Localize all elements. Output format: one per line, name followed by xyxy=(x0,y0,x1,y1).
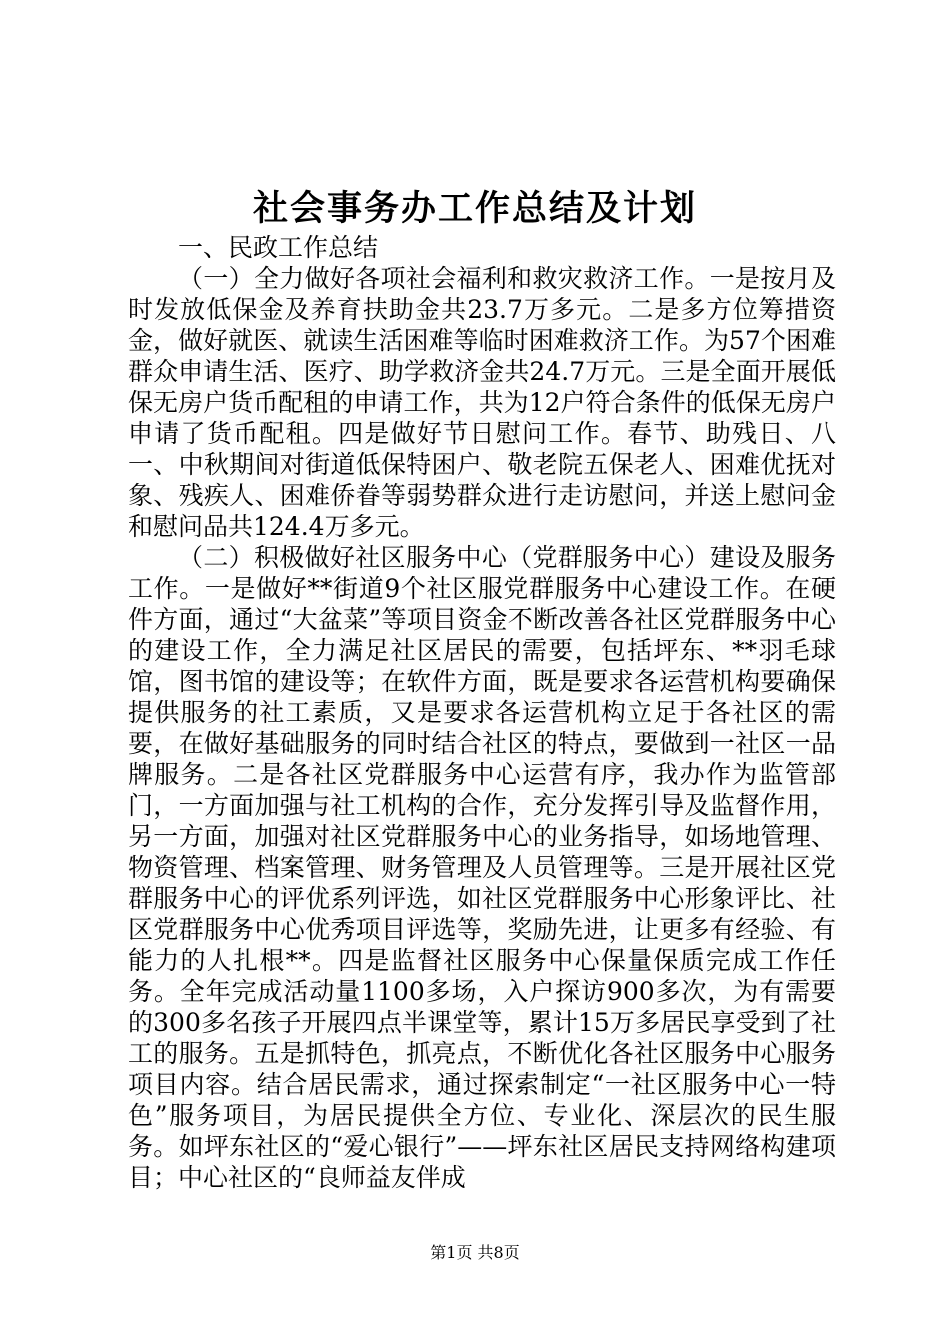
paragraph-welfare: （一）全力做好各项社会福利和救灾救济工作。一是按月及时发放低保金及养育扶助金共23.7万多元。二是多方位筹措资金，做好就医、就读生活困难等临时困难救济工作。为57个困难群众申请生活、医疗、助学救济金共24.7万元。三是全面开展低保无房户货币配租的申请工作，共为12户符合条件的低保无房户申请了货币配租。四是做好节日慰问工作。春节、助残日、八一、中秋期间对街道低保特困户、敬老院五保老人、困难优抚对象、残疾人、困难侨眷等弱势群众进行走访慰问，并送上慰问金和慰问品共124.4万多元。 xyxy=(128,264,836,541)
document-body xyxy=(128,232,836,1193)
document-title: 社会事务办工作总结及计划 xyxy=(252,188,697,229)
section-heading: 一、民政工作总结 xyxy=(178,233,379,262)
paragraph-community-service: （二）积极做好社区服务中心（党群服务中心）建设及服务工作。一是做好**街道9个社区服党群服务中心建设工作。在硬件方面，通过“大盆菜”等项目资金不断改善各社区党群服务中心的建设工作，全力满足社区居民的需要，包括坪东、**羽毛球馆，图书馆的建设等；在软件方面，既是要求各运营机构要确保提供服务的社工素质，又是要求各运营机构立足于各社区的需要，在做好基础服务的同时结合社区的特点，要做到一社区一品牌服务。二是各社区党群服务中心运营有序，我办作为监管部门，一方面加强与社工机构的合作，充分发挥引导及监督作用，另一方面，加强对社区党群服务中心的业务指导，如场地管理、物资管理、档案管理、财务管理及人员管理等。三是开展社区党群服务中心的评优系列评选，如社区党群服务中心形象评比、社区党群服务中心优秀项目评选等，奖励先进，让更多有经验、有能力的人扎根**。四是监督社区服务中心保量保质完成工作任务。全年完成活动量1100多场，入户探访900多次，为有需要的300多名孩子开展四点半课堂等，累计15万多居民享受到了社工的服务。五是抓特色，抓亮点，不断优化各社区服务中心服务项目内容。结合居民需求，通过探索制定“一社区服务中心一特色”服务项目，为居民提供全方位、专业化、深层次的民生服务。如坪东社区的“爱心银行”——坪东社区居民支持网络构建项目；中心社区的“良师益友伴成 xyxy=(128,543,836,1192)
page-footer: 第1页 共8页 xyxy=(430,1243,520,1262)
